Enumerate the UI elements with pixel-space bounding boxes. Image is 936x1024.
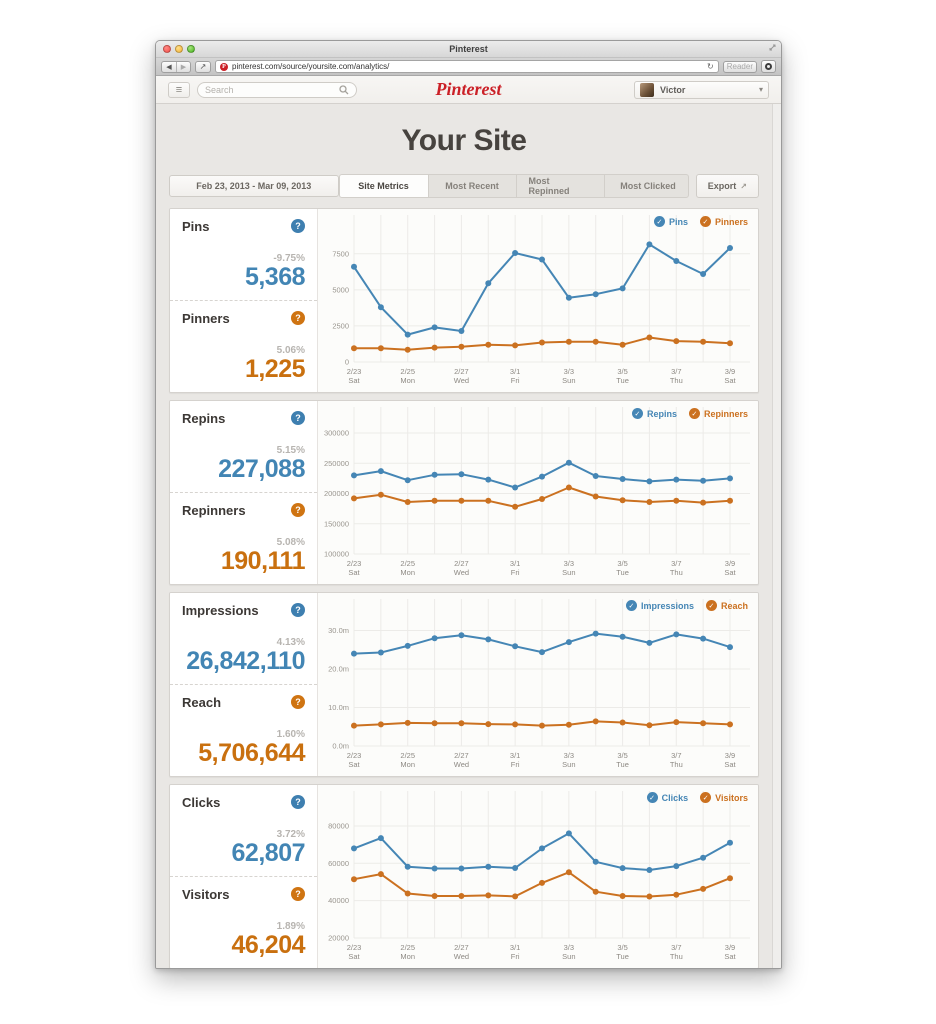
svg-text:3/1: 3/1	[509, 367, 521, 376]
legend-item[interactable]	[632, 408, 677, 419]
svg-text:2/23: 2/23	[346, 943, 362, 952]
metric-percent: 3.72%	[276, 828, 305, 840]
legend-check-icon: ✓	[689, 408, 700, 419]
user-avatar	[640, 83, 654, 97]
svg-text:2/27: 2/27	[454, 367, 469, 376]
svg-text:3/3: 3/3	[563, 751, 575, 760]
url-text: pinterest.com/source/yoursite.com/analytics/	[232, 62, 390, 71]
svg-text:30.0m: 30.0m	[328, 626, 349, 636]
browser-window	[155, 40, 782, 969]
help-icon[interactable]: ?	[291, 503, 305, 517]
legend-label: Reach	[720, 600, 748, 611]
chart-legend	[647, 792, 748, 803]
panel-clicks	[169, 784, 759, 968]
svg-text:Sat: Sat	[724, 376, 736, 385]
help-icon[interactable]: ?	[291, 411, 305, 425]
svg-text:Sat: Sat	[348, 376, 360, 385]
svg-text:Thu: Thu	[669, 376, 683, 385]
back-button[interactable]: ◀	[162, 62, 176, 72]
date-range-button[interactable]: Feb 23, 2013 - Mar 09, 2013	[169, 175, 339, 197]
svg-text:2/27: 2/27	[454, 559, 469, 568]
metric-label: Repins	[182, 411, 226, 426]
svg-text:3/7: 3/7	[671, 559, 682, 568]
svg-text:3/3: 3/3	[563, 943, 575, 952]
metric-block	[170, 492, 317, 584]
svg-text:Tue: Tue	[616, 376, 629, 385]
line-chart	[318, 785, 758, 968]
metric-value: 5,368	[244, 262, 305, 291]
metric-block	[170, 593, 317, 684]
chart-legend	[632, 408, 748, 419]
svg-text:Fri: Fri	[510, 568, 520, 577]
svg-text:Fri: Fri	[510, 952, 520, 961]
svg-text:Tue: Tue	[616, 760, 629, 769]
svg-text:60000: 60000	[328, 858, 349, 868]
svg-text:Sat: Sat	[724, 952, 736, 961]
svg-text:3/5: 3/5	[617, 367, 628, 376]
svg-text:3/7: 3/7	[671, 943, 682, 952]
svg-text:80000: 80000	[328, 821, 349, 831]
search-input[interactable]	[205, 85, 339, 95]
svg-text:Sun: Sun	[562, 952, 576, 961]
svg-text:2/27: 2/27	[454, 943, 469, 952]
metric-percent: 5.15%	[276, 444, 305, 456]
svg-text:Mon: Mon	[400, 376, 416, 385]
browser-content	[156, 76, 781, 968]
svg-text:250000: 250000	[323, 458, 349, 468]
controls-row	[169, 174, 759, 198]
tab-most-clicked[interactable]: Most Clicked	[604, 175, 689, 197]
metric-block	[170, 209, 317, 300]
refresh-icon[interactable]: ↻	[707, 62, 714, 71]
tab-group	[339, 174, 689, 198]
svg-text:Mon: Mon	[400, 952, 416, 961]
svg-text:3/1: 3/1	[509, 559, 521, 568]
legend-check-icon: ✓	[700, 216, 711, 227]
chevron-down-icon: ▾	[758, 85, 763, 94]
svg-text:0: 0	[344, 357, 349, 367]
metric-value: 1,225	[244, 354, 305, 383]
pinterest-favicon: P	[220, 63, 228, 71]
tab-most-recent[interactable]: Most Recent	[428, 175, 516, 197]
panel-impressions	[169, 592, 759, 777]
svg-text:2/23: 2/23	[346, 559, 362, 568]
svg-text:3/3: 3/3	[563, 367, 575, 376]
metric-percent: 1.89%	[276, 920, 305, 932]
svg-text:2/27: 2/27	[454, 751, 469, 760]
svg-text:Wed: Wed	[453, 760, 470, 769]
panel-metrics	[170, 209, 318, 392]
metric-block	[170, 401, 317, 492]
svg-text:20.0m: 20.0m	[328, 664, 349, 674]
help-icon[interactable]: ?	[291, 795, 305, 809]
legend-label: Clicks	[661, 792, 689, 803]
metric-block	[170, 684, 317, 776]
svg-text:3/7: 3/7	[671, 367, 682, 376]
chart-legend	[654, 216, 748, 227]
metric-label: Impressions	[182, 603, 259, 618]
help-icon[interactable]: ?	[291, 219, 305, 233]
svg-text:Mon: Mon	[400, 760, 416, 769]
svg-text:20000: 20000	[328, 933, 349, 943]
metric-percent: 5.08%	[276, 536, 305, 548]
export-button[interactable]	[696, 174, 759, 198]
search-field[interactable]	[197, 82, 357, 98]
menu-button[interactable]: ≡	[168, 82, 190, 98]
metric-value: 26,842,110	[186, 646, 305, 675]
svg-text:3/9: 3/9	[724, 751, 736, 760]
help-icon[interactable]: ?	[291, 311, 305, 325]
page-title: Your Site	[401, 124, 527, 157]
metric-label: Pinners	[182, 311, 230, 326]
legend-check-icon: ✓	[626, 600, 637, 611]
metric-percent: 1.60%	[276, 728, 305, 740]
svg-text:3/9: 3/9	[724, 943, 736, 952]
chart-canvas	[318, 593, 758, 776]
browser-titlebar	[156, 41, 781, 58]
legend-label: Repins	[646, 408, 677, 419]
help-icon[interactable]: ?	[291, 695, 305, 709]
user-name: Victor	[660, 84, 686, 95]
metric-label: Repinners	[182, 503, 246, 518]
svg-text:Wed: Wed	[453, 568, 470, 577]
svg-text:3/7: 3/7	[671, 751, 682, 760]
export-label: Export	[707, 181, 737, 191]
ring-icon	[765, 63, 772, 70]
metric-percent: 5.06%	[276, 344, 305, 356]
reader-button[interactable]: Reader	[723, 61, 757, 73]
panel-pins	[169, 208, 759, 393]
svg-text:200000: 200000	[323, 489, 349, 499]
resize-icon[interactable]	[769, 44, 776, 51]
help-icon[interactable]: ?	[291, 887, 305, 901]
svg-text:3/9: 3/9	[724, 367, 736, 376]
metric-label: Pins	[182, 219, 210, 234]
legend-item[interactable]	[689, 408, 748, 419]
metric-value: 5,706,644	[198, 738, 305, 767]
svg-text:2/25: 2/25	[400, 943, 416, 952]
chart-legend	[626, 600, 748, 611]
metric-value: 46,204	[231, 930, 305, 959]
metric-block	[170, 785, 317, 876]
help-icon[interactable]: ?	[291, 603, 305, 617]
svg-text:2500: 2500	[332, 321, 349, 331]
panel-metrics	[170, 593, 318, 776]
external-link-icon: ↗	[740, 181, 747, 191]
line-chart	[318, 593, 758, 776]
address-bar[interactable]	[215, 60, 719, 73]
svg-text:Sun: Sun	[562, 760, 576, 769]
svg-text:100000: 100000	[323, 549, 349, 559]
forward-button[interactable]: ▶	[176, 62, 190, 72]
legend-check-icon: ✓	[700, 792, 711, 803]
svg-text:Tue: Tue	[616, 568, 629, 577]
pinterest-navbar	[156, 76, 781, 104]
svg-text:3/5: 3/5	[617, 943, 628, 952]
svg-text:2/25: 2/25	[400, 367, 416, 376]
svg-text:3/1: 3/1	[509, 751, 521, 760]
legend-item[interactable]	[700, 216, 748, 227]
svg-text:Sat: Sat	[348, 568, 360, 577]
tab-site-metrics[interactable]: Site Metrics	[340, 175, 428, 197]
legend-check-icon: ✓	[706, 600, 717, 611]
svg-text:Sun: Sun	[562, 376, 576, 385]
legend-label: Repinners	[703, 408, 748, 419]
svg-text:Sat: Sat	[724, 568, 736, 577]
legend-item[interactable]	[647, 792, 689, 803]
legend-check-icon: ✓	[647, 792, 658, 803]
svg-text:Sat: Sat	[348, 952, 360, 961]
svg-text:3/5: 3/5	[617, 559, 628, 568]
legend-item[interactable]	[626, 600, 694, 611]
legend-label: Pins	[668, 216, 688, 227]
chart-canvas	[318, 401, 758, 584]
metric-value: 227,088	[218, 454, 305, 483]
svg-text:Sat: Sat	[724, 760, 736, 769]
svg-text:Mon: Mon	[400, 568, 416, 577]
svg-text:3/5: 3/5	[617, 751, 628, 760]
legend-label: Pinners	[714, 216, 748, 227]
panel-metrics	[170, 401, 318, 584]
svg-text:150000: 150000	[323, 519, 349, 529]
svg-text:Sun: Sun	[562, 568, 576, 577]
user-menu-button[interactable]	[634, 81, 769, 99]
svg-text:Thu: Thu	[669, 568, 683, 577]
svg-text:3/9: 3/9	[724, 559, 736, 568]
svg-text:Thu: Thu	[669, 760, 683, 769]
svg-text:2/23: 2/23	[346, 367, 362, 376]
panel-metrics	[170, 785, 318, 968]
chart-canvas	[318, 209, 758, 392]
analytics-page	[156, 104, 781, 968]
metric-block	[170, 876, 317, 968]
legend-item[interactable]	[706, 600, 748, 611]
metric-value: 62,807	[231, 838, 305, 867]
top-sites-button[interactable]	[761, 60, 776, 73]
svg-text:3/1: 3/1	[509, 943, 521, 952]
chart-canvas	[318, 785, 758, 968]
svg-text:Fri: Fri	[510, 760, 520, 769]
legend-check-icon: ✓	[654, 216, 665, 227]
metric-percent: -9.75%	[273, 252, 305, 264]
svg-text:40000: 40000	[328, 896, 349, 906]
legend-label: Visitors	[715, 792, 748, 803]
line-chart	[318, 209, 758, 392]
svg-text:Wed: Wed	[453, 376, 470, 385]
metric-label: Visitors	[182, 887, 230, 902]
svg-text:0.0m: 0.0m	[332, 741, 349, 751]
line-chart	[318, 401, 758, 584]
svg-text:2/25: 2/25	[400, 751, 416, 760]
svg-text:7500: 7500	[332, 249, 349, 259]
search-icon	[339, 85, 349, 95]
svg-text:2/25: 2/25	[400, 559, 416, 568]
legend-check-icon: ✓	[632, 408, 643, 419]
svg-text:5000: 5000	[332, 285, 349, 295]
tab-most-repinned[interactable]: Most Repinned	[516, 175, 604, 197]
svg-text:Tue: Tue	[616, 952, 629, 961]
pinterest-logo: Pinterest	[435, 79, 502, 99]
vertical-scrollbar[interactable]	[772, 104, 781, 968]
svg-text:300000: 300000	[323, 428, 349, 438]
svg-text:Thu: Thu	[669, 952, 683, 961]
svg-text:10.0m: 10.0m	[328, 703, 349, 713]
metric-block	[170, 300, 317, 392]
svg-text:Wed: Wed	[453, 952, 470, 961]
svg-text:Fri: Fri	[510, 376, 520, 385]
window-title: Pinterest	[449, 44, 488, 54]
panel-repins	[169, 400, 759, 585]
svg-text:2/23: 2/23	[346, 751, 362, 760]
svg-text:Sat: Sat	[348, 760, 360, 769]
browser-toolbar	[156, 58, 781, 76]
metric-label: Clicks	[182, 795, 221, 810]
svg-text:3/3: 3/3	[563, 559, 575, 568]
legend-item[interactable]	[654, 216, 688, 227]
legend-item[interactable]	[700, 792, 748, 803]
metric-value: 190,111	[220, 546, 305, 575]
legend-label: Impressions	[640, 600, 694, 611]
share-button[interactable]: ↗	[195, 61, 211, 73]
nav-buttons	[161, 61, 191, 73]
metric-percent: 4.13%	[276, 636, 305, 648]
metric-label: Reach	[182, 695, 222, 710]
